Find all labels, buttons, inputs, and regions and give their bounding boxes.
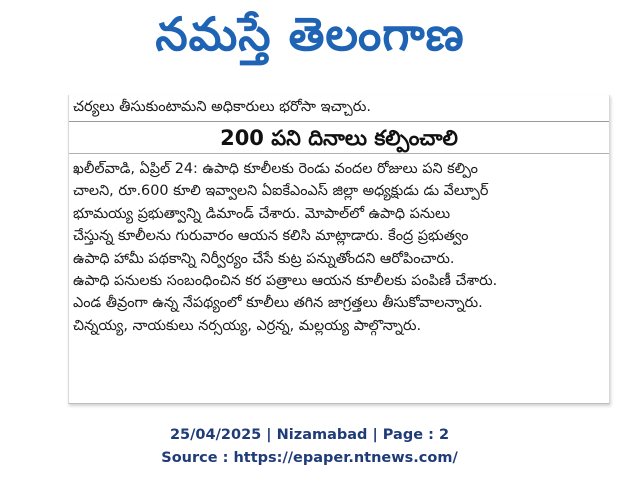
divider-line	[69, 153, 609, 154]
article-body	[73, 158, 603, 337]
article-body-line: ఉపాధి హామీ పథకాన్ని నిర్వీర్యం చేసే కుట్ర పన్నుతోందని ఆరోపించారు.	[73, 250, 455, 267]
edition-info: 25/04/2025 | Nizamabad | Page : 2	[169, 427, 450, 443]
article-body-line: చేస్తున్న కూలీలను గురువారం ఆయన కలిసి మాట్లాడారు. కేంద్ర ప్రభుత్వం	[73, 228, 469, 245]
article-body-line: చిన్నయ్య, నాయకులు నర్సయ్య, ఎర్రన్న, మల్లయ్య పాల్గొన్నారు.	[73, 317, 422, 334]
article-body-line: ఉపాధి పనులకు సంబంధించిన కర పత్రాలు ఆయన కూలీలకు పంపిణీ చేశారు.	[73, 273, 498, 290]
newspaper-masthead	[100, 4, 520, 76]
source-link[interactable]: Source : https://epaper.ntnews.com/	[161, 450, 458, 466]
article-body-line: ఎండ తీవ్రంగా ఉన్న నేపథ్యంలో కూలీలు తగిన జాగ్రత్తలు తీసుకోవాలన్నారు.	[73, 295, 483, 312]
article-headline: 200 పని దినాలు కల్పించాలి	[220, 126, 458, 150]
masthead-title: నమస్తే తెలంగాణ	[155, 7, 465, 61]
article-body-line: ఖలీల్‌వాడి, ఏప్రిల్ 24: ఉపాధి కూలీలకు రెండు వందల రోజులు పని కల్పిం	[73, 161, 478, 177]
article-clipping	[68, 95, 610, 404]
article-body-line: చాలని, రూ.600 కూలి ఇవ్వాలని ఏఐకేఎంఎస్ జిల్లా అధ్యక్షుడు డు వేల్పూర్	[73, 183, 489, 200]
divider-line	[69, 121, 609, 122]
preceding-article-last-line: చర్యలు తీసుకుంటామని అధికారులు భరోసా ఇచ్చారు.	[73, 99, 371, 115]
article-body-line: భూమయ్య ప్రభుత్వాన్ని డిమాండ్ చేశారు. మోపాల్‌లో ఉపాధి పనులు	[73, 205, 451, 222]
